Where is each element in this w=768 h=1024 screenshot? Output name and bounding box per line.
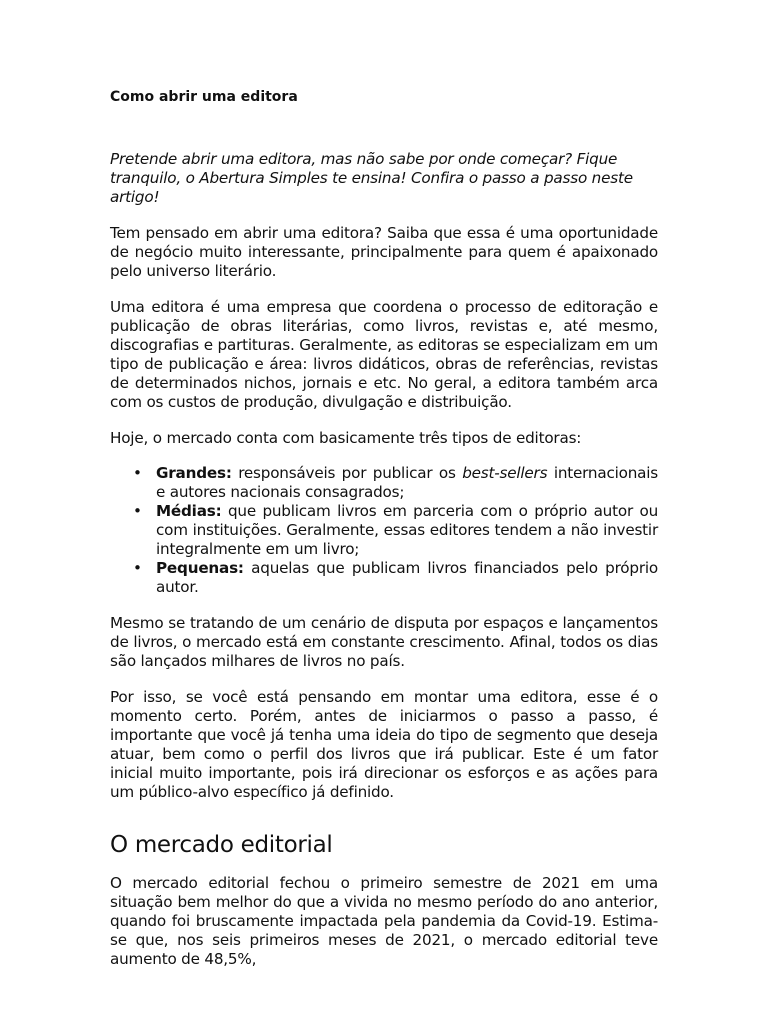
list-item-text: que publicam livros em parceria com o próprio autor ou com instituições. Geralmente, essas editores tendem a não investir integralmente em um livro;	[156, 502, 658, 558]
list-item-label: Médias:	[156, 502, 222, 520]
paragraph-4: Mesmo se tratando de um cenário de disputa por espaços e lançamentos de livros, o mercado está em constante crescimento. Afinal, todos os dias são lançados milhares de livros no país.	[110, 614, 658, 670]
list-item-medias	[133, 502, 658, 559]
paragraph-5: Por isso, se você está pensando em montar uma editora, esse é o momento certo. Porém, antes de iniciarmos o passo a passo, é importante que você já tenha uma ideia do tipo de segmento que deseja atuar, bem como o perfil dos livros que irá publicar. Este é um fator inicial muito importante, pois irá direcionar os esforços e as ações para um público-alvo específico já definido.	[110, 688, 658, 801]
editor-types-list	[110, 464, 658, 597]
section-heading: O mercado editorial	[110, 832, 333, 858]
bullet-icon: •	[133, 502, 142, 520]
intro-paragraph: Pretende abrir uma editora, mas não sabe por onde começar? Fique tranquilo, o Abertura Simples te ensina! Confira o passo a passo neste artigo!	[110, 150, 633, 206]
paragraph-6: O mercado editorial fechou o primeiro semestre de 2021 em uma situação bem melhor do que a vivida no mesmo período do ano anterior, quando foi bruscamente impactada pela pandemia da Covid-19. Estima-se que, nos seis primeiros meses de 2021, o mercado editorial teve aumento de 48,5%,	[110, 874, 658, 968]
list-item-label: Grandes:	[156, 464, 232, 482]
list-item-text: aquelas que publicam livros financiados pelo próprio autor.	[156, 559, 658, 596]
list-item-text: responsáveis por publicar os	[231, 464, 463, 482]
document-title: Como abrir uma editora	[110, 89, 298, 105]
paragraph-2: Uma editora é uma empresa que coordena o processo de editoração e publicação de obras literárias, como livros, revistas e, até mesmo, discografias e partituras. Geralmente, as editoras se especializam em um tipo de publicação e área: livros didáticos, obras de referências, revistas de determinados nichos, jornais e etc. No geral, a editora também arca com os custos de produção, divulgação e distribuição.	[110, 298, 658, 411]
bullet-icon: •	[133, 464, 142, 482]
list-item-emphasis: best-sellers	[462, 464, 548, 482]
list-item-text: internacionais e autores nacionais consagrados;	[156, 464, 658, 501]
paragraph-3: Hoje, o mercado conta com basicamente três tipos de editoras:	[110, 429, 582, 447]
list-item-pequenas	[133, 559, 658, 597]
list-item-label: Pequenas:	[156, 559, 244, 577]
paragraph-1: Tem pensado em abrir uma editora? Saiba que essa é uma oportunidade de negócio muito interessante, principalmente para quem é apaixonado pelo universo literário.	[110, 224, 658, 280]
list-item-grandes	[133, 464, 658, 502]
bullet-icon: •	[133, 559, 142, 577]
